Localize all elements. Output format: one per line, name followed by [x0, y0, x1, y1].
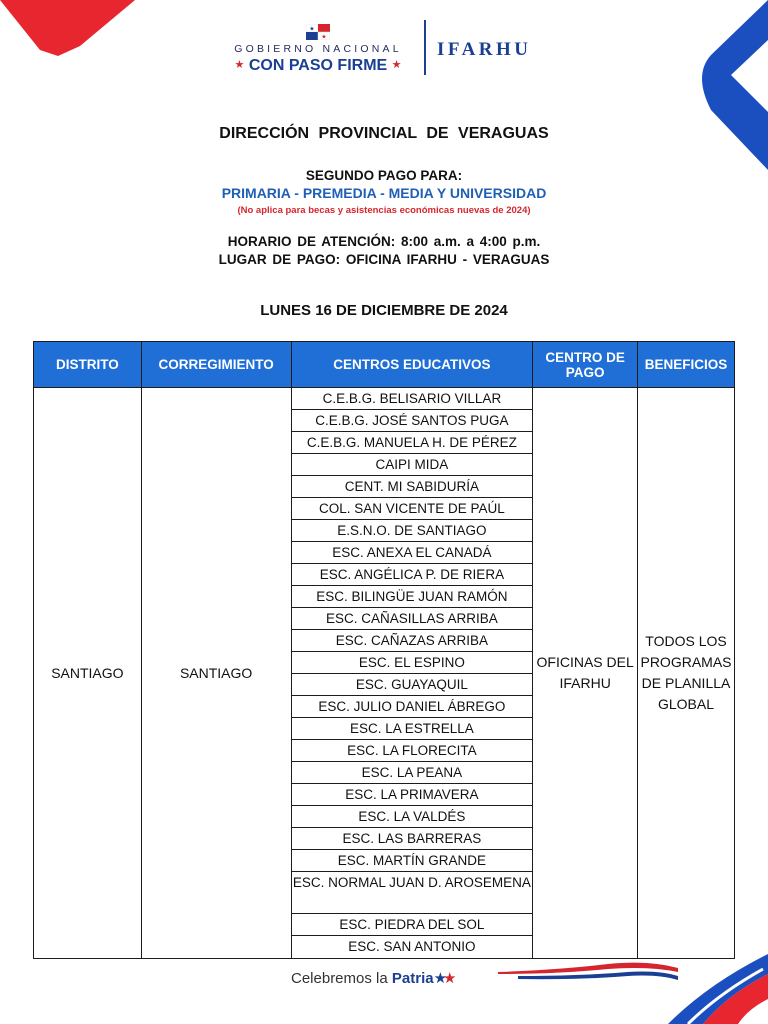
school-item: ESC. LA ESTRELLA: [292, 718, 533, 740]
school-item: CAIPI MIDA: [292, 454, 533, 476]
corregimiento-cell: SANTIAGO: [141, 388, 291, 959]
svg-text:★: ★: [309, 26, 315, 33]
school-item: ESC. SAN ANTONIO: [348, 939, 476, 954]
school-item: ESC. JULIO DANIEL ÁBREGO: [292, 696, 533, 718]
school-item: ESC. NORMAL JUAN D. AROSEMENA: [292, 872, 533, 914]
school-item: ESC. ANEXA EL CANADÁ: [292, 542, 533, 564]
star-icon: ★: [391, 59, 402, 71]
gobierno-logo: [218, 20, 418, 75]
footer-slogan: [291, 969, 457, 987]
gobierno-nacional-text: GOBIERNO NACIONAL: [234, 43, 402, 55]
school-item: ESC. CAÑASILLAS ARRIBA: [292, 608, 533, 630]
school-item: ESC. PIEDRA DEL SOL: [292, 914, 533, 936]
blue-star-icon: ★: [433, 970, 448, 987]
panama-flag-icon: [306, 24, 330, 40]
star-icon: ★: [234, 59, 245, 71]
school-item: ESC. BILINGÜE JUAN RAMÓN: [292, 586, 533, 608]
school-item: CENT. MI SABIDURÍA: [292, 476, 533, 498]
payment-schedule-table: [33, 341, 735, 959]
school-item: E.S.N.O. DE SANTIAGO: [292, 520, 533, 542]
logo-divider: [424, 20, 426, 75]
footer-patria: Patria: [391, 970, 434, 987]
payment-date: LUNES 16 DE DICIEMBRE DE 2024: [260, 302, 508, 319]
column-header-distrito: DISTRITO: [34, 342, 142, 388]
education-levels: PRIMARIA - PREMEDIA - MEDIA Y UNIVERSIDAD: [221, 185, 547, 201]
logo-header: [0, 20, 768, 80]
page-title: DIRECCIÓN PROVINCIAL DE VERAGUAS: [219, 125, 549, 142]
distrito-cell: SANTIAGO: [34, 388, 142, 959]
school-item: C.E.B.G. JOSÉ SANTOS PUGA: [292, 410, 533, 432]
con-paso-firme-label: CON PASO FIRME: [248, 57, 388, 74]
column-header-centros-educativos: CENTROS EDUCATIVOS: [291, 342, 533, 388]
centros-educativos-cell: [291, 388, 533, 959]
column-header-corregimiento: CORREGIMIENTO: [141, 342, 291, 388]
footer-celebremos: Celebremos la: [291, 970, 388, 987]
ifarhu-logo-text: IFARHU: [437, 39, 532, 60]
table-row: [34, 388, 735, 959]
school-item: C.E.B.G. BELISARIO VILLAR: [292, 388, 533, 410]
school-item: ESC. LA VALDÉS: [292, 806, 533, 828]
school-item: COL. SAN VICENTE DE PAÚL: [292, 498, 533, 520]
table-header-row: [34, 342, 735, 388]
school-item: ESC. ANGÉLICA P. DE RIERA: [292, 564, 533, 586]
con-paso-firme-text: [218, 57, 418, 75]
school-item: ESC. EL ESPINO: [292, 652, 533, 674]
school-item: ESC. LA PRIMAVERA: [292, 784, 533, 806]
red-star-icon: ★: [443, 970, 457, 987]
school-item: ESC. LAS BARRERAS: [292, 828, 533, 850]
school-item: ESC. MARTÍN GRANDE: [292, 850, 533, 872]
payment-location: LUGAR DE PAGO: OFICINA IFARHU - VERAGUAS: [218, 252, 550, 267]
centro-de-pago-cell: OFICINAS DEL IFARHU: [533, 388, 638, 959]
column-header-beneficios: BENEFICIOS: [638, 342, 735, 388]
school-item: ESC. CAÑAZAS ARRIBA: [292, 630, 533, 652]
school-list: [292, 388, 533, 958]
flag-ribbon-icon: [498, 958, 678, 988]
school-item: ESC. LA FLORECITA: [292, 740, 533, 762]
attention-hours: HORARIO DE ATENCIÓN: 8:00 a.m. a 4:00 p.m.: [227, 234, 541, 249]
school-item: ESC. LA PEANA: [292, 762, 533, 784]
beneficios-cell: TODOS LOS PROGRAMAS DE PLANILLA GLOBAL: [638, 388, 735, 959]
segundo-pago-label: SEGUNDO PAGO PARA:: [305, 168, 463, 183]
svg-text:★: ★: [321, 34, 327, 40]
school-item: C.E.B.G. MANUELA H. DE PÉREZ: [292, 432, 533, 454]
school-item: ESC. GUAYAQUIL: [292, 674, 533, 696]
exclusion-note: (No aplica para becas y asistencias económicas nuevas de 2024): [237, 205, 531, 216]
column-header-centro-de-pago: CENTRO DE PAGO: [533, 342, 638, 388]
